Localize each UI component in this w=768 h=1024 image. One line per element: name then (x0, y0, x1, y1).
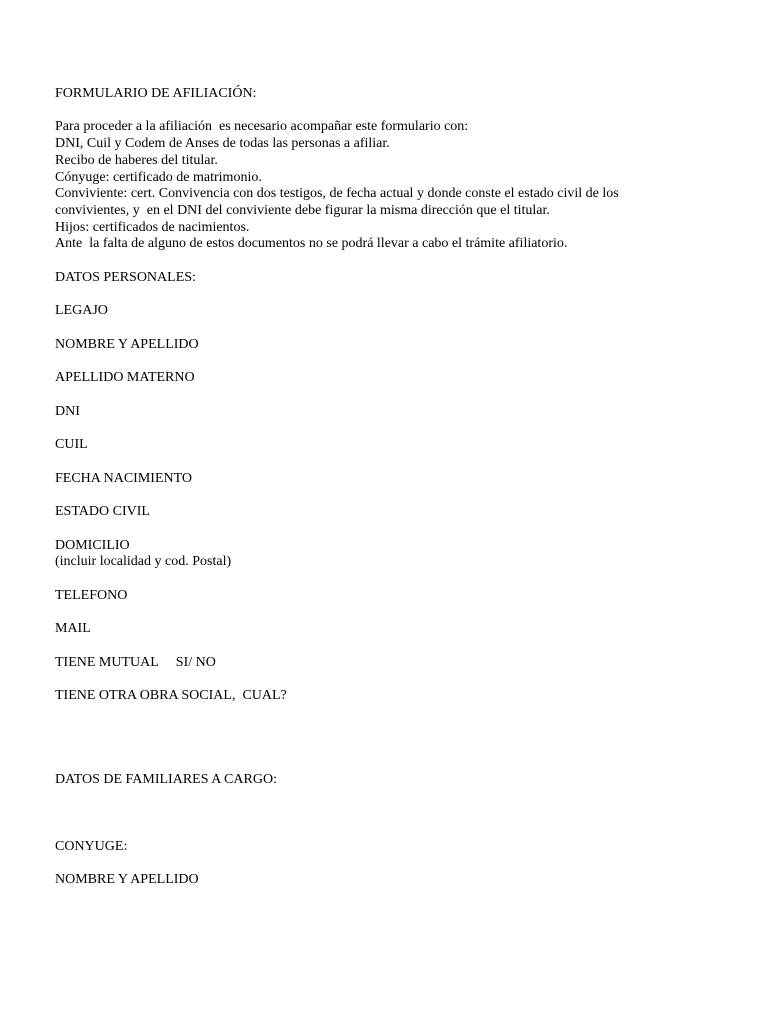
requirements-line: DNI, Cuil y Codem de Anses de todas las personas a afiliar. (55, 136, 390, 152)
field-mail: MAIL (55, 621, 91, 637)
field-fecha-nacimiento: FECHA NACIMIENTO (55, 470, 193, 486)
requirements-line: Ante la falta de alguno de estos documentos no se podrá llevar a cabo el trámite afiliatorio. (55, 236, 568, 252)
requirements-line: Cónyuge: certificado de matrimonio. (55, 169, 262, 185)
field-estado-civil: ESTADO CIVIL (55, 504, 150, 520)
requirements-line: convivientes, y en el DNI del conviviente debe figurar la misma dirección que el titular. (55, 202, 550, 218)
requirements-line: Conviviente: cert. Convivencia con dos testigos, de fecha actual y donde conste el estado civil de los (55, 186, 619, 202)
field-nombre-apellido: NOMBRE Y APELLIDO (55, 336, 199, 352)
requirements-line: Hijos: certificados de nacimientos. (55, 219, 250, 235)
personal-section-title: DATOS PERSONALES: (55, 269, 196, 285)
form-title: FORMULARIO DE AFILIACIÓN: (55, 86, 257, 101)
conyuge-title: CONYUGE: (55, 838, 128, 854)
form-document (55, 86, 715, 889)
field-conyuge-nombre: NOMBRE Y APELLIDO (55, 872, 199, 888)
field-cuil: CUIL (55, 437, 88, 453)
requirements-line: Para proceder a la afiliación es necesario acompañar este formulario con: (55, 119, 469, 135)
field-domicilio-note: (incluir localidad y cod. Postal) (55, 554, 232, 570)
field-dni: DNI (55, 403, 80, 419)
field-tiene-mutual: TIENE MUTUAL SI/ NO (55, 654, 216, 670)
field-legajo: LEGAJO (55, 303, 108, 319)
field-apellido-materno: APELLIDO MATERNO (55, 370, 195, 386)
field-otra-obra-social: TIENE OTRA OBRA SOCIAL, CUAL? (55, 688, 287, 704)
field-domicilio: DOMICILIO (55, 537, 130, 553)
family-section-title: DATOS DE FAMILIARES A CARGO: (55, 771, 277, 787)
field-telefono: TELEFONO (55, 587, 128, 603)
requirements-line: Recibo de haberes del titular. (55, 152, 218, 168)
requirements-paragraph (55, 119, 715, 253)
